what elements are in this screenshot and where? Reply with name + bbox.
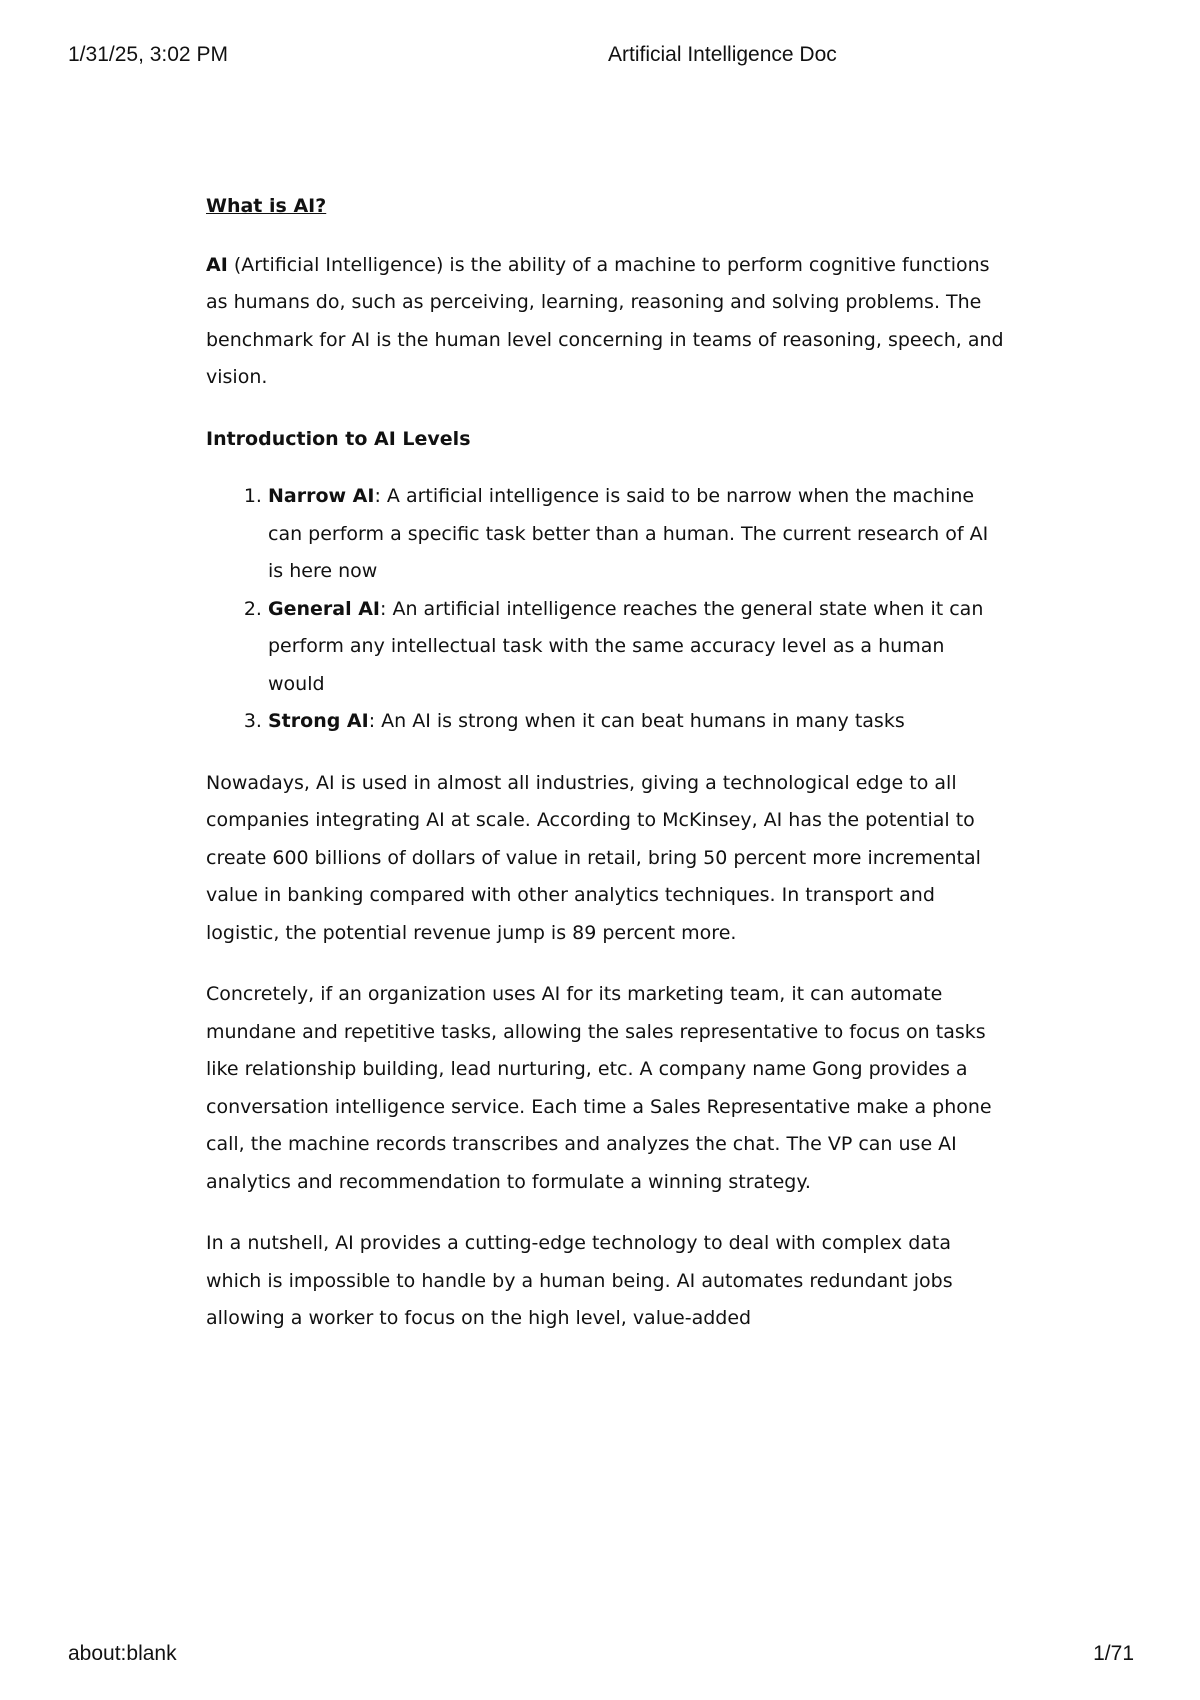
level-label: Narrow AI <box>268 485 375 507</box>
page-number: 1/71 <box>1093 1642 1134 1665</box>
level-label: General AI <box>268 597 380 620</box>
print-datetime: 1/31/25, 3:02 PM <box>68 43 228 66</box>
intro-paragraph <box>206 247 1006 397</box>
levels-list <box>206 478 1006 741</box>
level-label: Strong AI <box>268 710 369 732</box>
list-item <box>268 478 1006 591</box>
intro-term: AI <box>206 253 228 276</box>
level-text: : A artificial intelligence is said to be narrow when the machine can perform a specific task better than a human. The current research of AI is here now <box>268 485 989 582</box>
body-paragraph: In a nutshell, AI provides a cutting-edge technology to deal with complex data which is impossible to handle by a human being. AI automates redundant jobs allowing a worker to focus on the high level, value-added <box>206 1232 953 1329</box>
footer-url: about:blank <box>68 1642 177 1665</box>
level-text: : An AI is strong when it can beat humans in many tasks <box>368 710 905 732</box>
document-body <box>206 188 1006 1362</box>
intro-text: (Artificial Intelligence) is the ability of a machine to perform cognitive functions as humans do, such as perceiving, learning, reasoning and solving problems. The benchmark for AI is the human level concerning in teams of reasoning, speech, and vision. <box>206 253 1004 388</box>
levels-heading: Introduction to AI Levels <box>206 427 471 450</box>
list-item <box>268 703 1006 741</box>
document-header-title: Artificial Intelligence Doc <box>608 43 837 66</box>
page-title: What is AI? <box>206 195 327 217</box>
body-paragraph: Concretely, if an organization uses AI for its marketing team, it can automate mundane and repetitive tasks, allowing the sales representative to focus on tasks like relationship building, lead nurturing, etc. A company name Gong provides a conversation intelligence service. Each time a Sales Representative make a phone call, the machine records transcribes and analyzes the chat. The VP can use AI analytics and recommendation to formulate a winning strategy. <box>206 983 992 1193</box>
body-paragraph: Nowadays, AI is used in almost all industries, giving a technological edge to all companies integrating AI at scale. According to McKinsey, AI has the potential to create 600 billions of dollars of value in retail, bring 50 percent more incremental value in banking compared with other analytics techniques. In transport and logistic, the potential revenue jump is 89 percent more. <box>206 771 981 944</box>
level-text: : An artificial intelligence reaches the general state when it can perform any intellectual task with the same accuracy level as a human would <box>268 597 984 695</box>
list-item <box>268 591 1006 704</box>
